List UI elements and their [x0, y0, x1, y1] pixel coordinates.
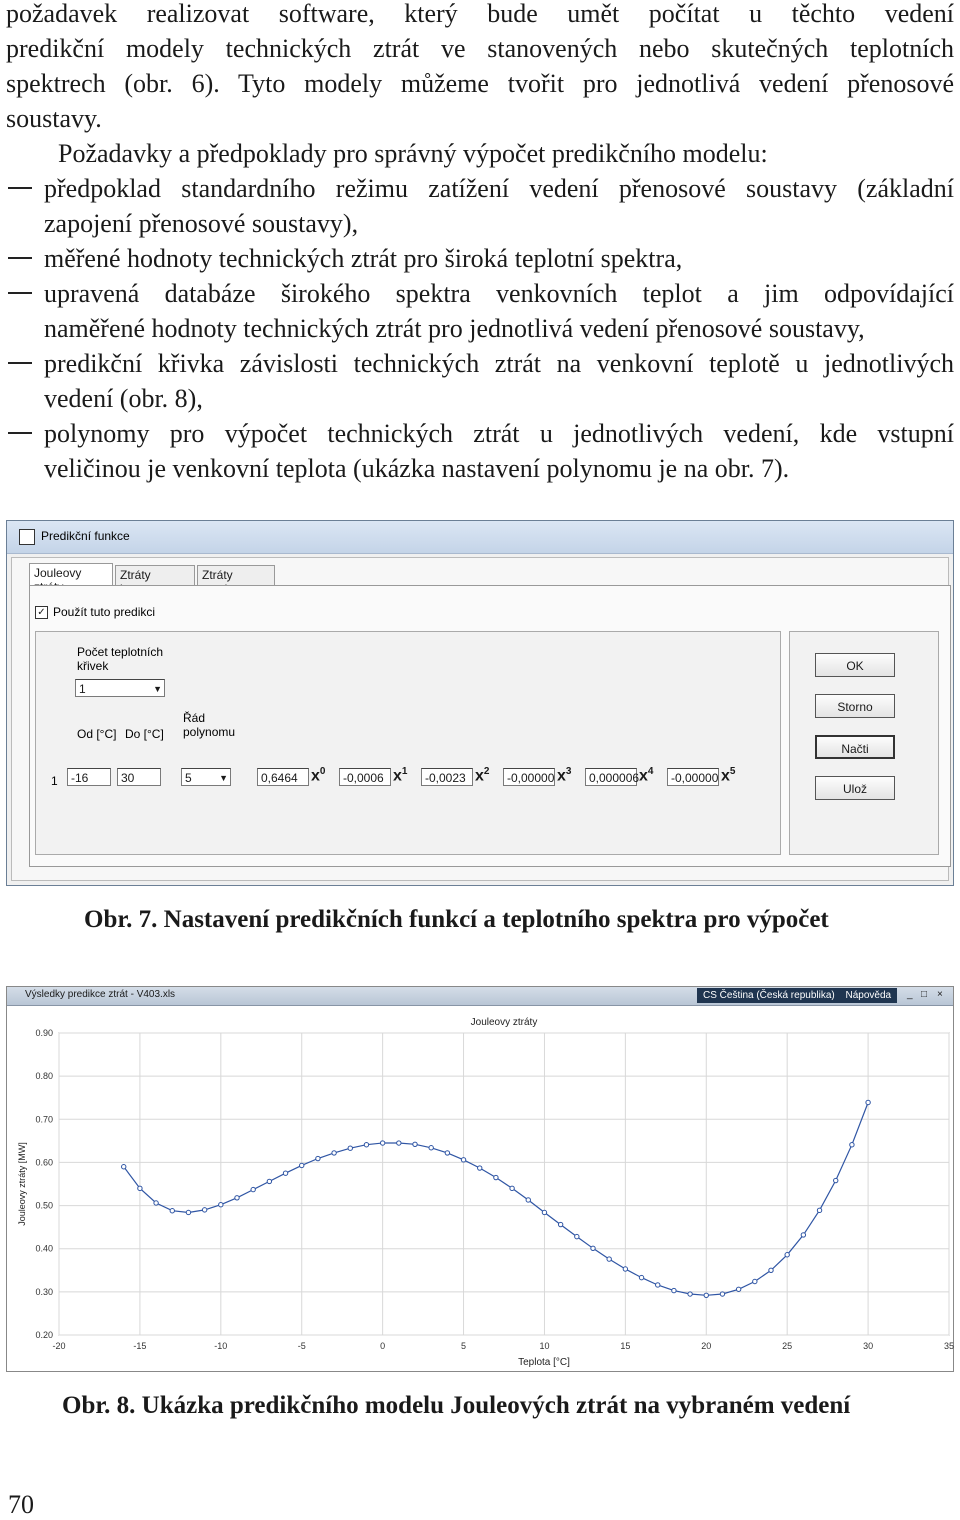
- minimize-icon[interactable]: _: [907, 989, 913, 1000]
- x-tick-label: 25: [782, 1341, 793, 1351]
- polynomial-group: [35, 631, 781, 855]
- tab-joule-losses[interactable]: Jouleovy: [29, 563, 113, 585]
- data-point: [575, 1234, 579, 1238]
- y-tick-label: 0.70: [35, 1114, 53, 1125]
- x-exponent: 5: [729, 766, 736, 777]
- x-power-5: [721, 766, 735, 785]
- data-point: [122, 1165, 126, 1169]
- data-point: [866, 1100, 870, 1104]
- data-point: [283, 1171, 287, 1175]
- chart-title: Jouleovy ztráty: [470, 1017, 538, 1028]
- figure-8-caption: Obr. 8. Ukázka predikčního modelu Jouleových ztrát na vybraném vedení: [62, 1392, 851, 1419]
- x-exponent: 1: [401, 766, 408, 777]
- data-point: [138, 1186, 142, 1190]
- use-prediction-checkbox[interactable]: ✓: [35, 606, 48, 619]
- language-indicator[interactable]: [697, 988, 897, 1003]
- data-point: [445, 1151, 449, 1155]
- results-titlebar: [7, 987, 953, 1006]
- help-label[interactable]: Nápověda: [845, 990, 892, 1001]
- y-tick-label: 0.20: [35, 1330, 53, 1340]
- curve-count-label-2: křivek: [77, 659, 109, 673]
- data-point: [300, 1163, 304, 1167]
- data-point: [364, 1143, 368, 1147]
- data-point: [542, 1210, 546, 1214]
- order-label-2: polynomu: [183, 725, 236, 739]
- x-symbol: x: [557, 767, 566, 785]
- bullet-3-line-1: upravená databáze širokého spektra venkovních teplot a jim odpovídající: [44, 279, 954, 308]
- coef-input-1[interactable]: -0,0006: [339, 768, 391, 786]
- y-axis-label: Jouleovy ztráty [MW]: [17, 1142, 27, 1226]
- order-label-1: Řád: [183, 711, 206, 725]
- data-point: [219, 1203, 223, 1207]
- dialog-title: Predikční funkce: [41, 529, 130, 543]
- x-symbol: x: [639, 767, 648, 785]
- data-point: [413, 1142, 417, 1146]
- x-tick-label: 30: [863, 1341, 874, 1351]
- data-point: [769, 1268, 773, 1272]
- requirements-heading: Požadavky a předpoklady pro správný výpočet predikčního modelu:: [58, 139, 768, 168]
- x-tick-label: -10: [214, 1341, 228, 1351]
- data-point: [672, 1288, 676, 1292]
- from-label: Od [°C]: [77, 727, 117, 741]
- data-point: [623, 1267, 627, 1271]
- save-button[interactable]: Ulož: [815, 776, 895, 800]
- ok-button[interactable]: OK: [815, 653, 895, 677]
- close-icon[interactable]: ×: [937, 989, 943, 1000]
- data-point: [251, 1187, 255, 1191]
- to-label: Do [°C]: [125, 727, 164, 741]
- y-tick-label: 0.30: [35, 1286, 53, 1297]
- x-axis-label: Teplota [°C]: [518, 1357, 570, 1368]
- bullet-dash: [8, 362, 32, 364]
- data-point: [170, 1209, 174, 1213]
- prediction-dialog: [6, 520, 954, 886]
- order-value: 5: [185, 771, 192, 785]
- bullet-dash: [8, 292, 32, 294]
- to-input[interactable]: 30: [117, 768, 161, 786]
- x-power-2: [475, 766, 489, 785]
- x-tick-label: 10: [539, 1341, 550, 1351]
- x-power-3: [557, 766, 571, 785]
- data-point: [656, 1283, 660, 1287]
- y-tick-label: 0.60: [35, 1157, 53, 1168]
- x-exponent: 0: [319, 766, 326, 777]
- x-tick-label: 0: [380, 1341, 386, 1351]
- page-number: 70: [8, 1490, 34, 1519]
- intro-line-1: požadavek realizovat software, který bude umět počítat u těchto vedení: [6, 0, 954, 28]
- results-window-title: Výsledky predikce ztrát - V403.xls: [25, 989, 176, 1000]
- bullet-1-line-2: zapojení přenosové soustavy),: [44, 209, 359, 238]
- dropdown-arrow-icon: ▼: [219, 773, 228, 783]
- bullet-dash: [8, 432, 32, 434]
- data-point: [720, 1292, 724, 1296]
- bullet-dash: [8, 187, 32, 189]
- data-point: [510, 1186, 514, 1190]
- coef-input-5[interactable]: -0,00000: [667, 768, 719, 786]
- bullet-3-line-2: naměřené hodnoty technických ztrát pro jednotlivá vedení přenosové soustavy,: [44, 314, 865, 343]
- curve-count-label-1: Počet teplotních: [77, 645, 164, 659]
- data-point: [202, 1208, 206, 1212]
- tab-leakage-losses[interactable]: Ztráty: [197, 565, 275, 585]
- y-tick-label: 0.90: [35, 1028, 53, 1038]
- load-button[interactable]: Načti: [815, 735, 895, 759]
- data-point: [558, 1222, 562, 1226]
- x-exponent: 2: [483, 766, 490, 777]
- data-point: [688, 1292, 692, 1296]
- storno-button[interactable]: Storno: [815, 694, 895, 718]
- intro-line-2: predikční modely technických ztrát ve stanovených nebo skutečných teplotních: [6, 34, 954, 63]
- x-tick-label: -20: [52, 1341, 66, 1351]
- data-point: [834, 1178, 838, 1182]
- y-tick-label: 0.50: [35, 1200, 53, 1211]
- data-point: [267, 1179, 271, 1183]
- x-tick-label: 15: [620, 1341, 631, 1351]
- x-tick-label: 35: [943, 1341, 955, 1351]
- x-power-1: [393, 766, 407, 785]
- data-point: [704, 1293, 708, 1297]
- data-point: [186, 1210, 190, 1214]
- data-point: [494, 1175, 498, 1179]
- y-tick-label: 0.40: [35, 1243, 53, 1254]
- data-point: [380, 1141, 384, 1145]
- data-point: [478, 1166, 482, 1170]
- restore-icon[interactable]: □: [921, 989, 928, 1000]
- intro-line-3: spektrech (obr. 6). Tyto modely můžeme tvořit pro jednotlivá vedení přenosové: [6, 69, 954, 98]
- dialog-titlebar: [7, 521, 953, 554]
- x-exponent: 4: [647, 766, 654, 777]
- x-symbol: x: [311, 767, 320, 785]
- intro-line-4: soustavy.: [6, 104, 102, 133]
- data-point: [397, 1141, 401, 1145]
- data-point: [850, 1143, 854, 1147]
- bullet-1-line-1: předpoklad standardního režimu zatížení vedení přenosové soustavy (základní: [44, 174, 954, 203]
- data-point: [591, 1246, 595, 1250]
- bullet-5-line-1: polynomy pro výpočet technických ztrát u jednotlivých vedení, kde vstupní: [44, 419, 954, 448]
- x-symbol: x: [393, 767, 402, 785]
- plot-area: [59, 1033, 949, 1335]
- data-point: [154, 1201, 158, 1205]
- x-symbol: x: [721, 767, 730, 785]
- x-tick-label: 20: [701, 1341, 712, 1351]
- dropdown-arrow-icon: ▼: [153, 684, 162, 694]
- data-point: [801, 1233, 805, 1237]
- bullet-5-line-2: veličinou je venkovní teplota (ukázka nastavení polynomu je na obr. 7).: [44, 454, 790, 483]
- data-point: [607, 1257, 611, 1261]
- coef-input-4[interactable]: 0,000006: [585, 768, 637, 786]
- data-point: [736, 1287, 740, 1291]
- curve-count-select[interactable]: [75, 679, 165, 697]
- tab-corona-losses[interactable]: Ztráty: [115, 565, 195, 585]
- bullet-4-line-1: predikční křivka závislosti technických ztrát na venkovní teplotě u jednotlivých: [44, 349, 954, 378]
- data-point: [817, 1208, 821, 1212]
- y-tick-label: 0.80: [35, 1071, 53, 1082]
- data-point: [461, 1158, 465, 1162]
- figure-7-caption: Obr. 7. Nastavení predikčních funkcí a teplotního spektra pro výpočet: [84, 906, 829, 933]
- results-window: [6, 986, 954, 1372]
- order-select[interactable]: [181, 768, 231, 786]
- data-point: [753, 1279, 757, 1283]
- app-icon: [19, 529, 35, 545]
- coef-input-3[interactable]: -0,00000: [503, 768, 555, 786]
- x-power-4: [639, 766, 653, 785]
- bullet-2-line-1: měřené hodnoty technických ztrát pro široká teplotní spektra,: [44, 244, 683, 273]
- x-tick-label: -15: [133, 1341, 147, 1351]
- bullet-4-line-2: vedení (obr. 8),: [44, 384, 203, 413]
- data-point: [785, 1253, 789, 1257]
- data-point: [332, 1151, 336, 1155]
- data-point: [526, 1198, 530, 1202]
- x-tick-label: -5: [297, 1341, 306, 1351]
- x-tick-label: 5: [461, 1341, 467, 1351]
- x-symbol: x: [475, 767, 484, 785]
- curve-count-value: 1: [79, 682, 86, 696]
- use-prediction-label: Použít tuto predikci: [53, 605, 156, 619]
- row-index: 1: [51, 774, 58, 788]
- from-input[interactable]: -16: [67, 768, 111, 786]
- joule-losses-chart: [7, 1005, 953, 1371]
- coef-input-2[interactable]: -0,0023: [421, 768, 473, 786]
- language-label: CS Čeština (Česká republika): [703, 990, 835, 1001]
- bullet-dash: [8, 257, 32, 259]
- data-point: [639, 1275, 643, 1279]
- coef-input-0[interactable]: 0,6464: [257, 768, 309, 786]
- x-power-0: [311, 766, 325, 785]
- data-point: [316, 1156, 320, 1160]
- x-exponent: 3: [565, 766, 572, 777]
- data-point: [429, 1146, 433, 1150]
- data-point: [348, 1146, 352, 1150]
- data-point: [235, 1196, 239, 1200]
